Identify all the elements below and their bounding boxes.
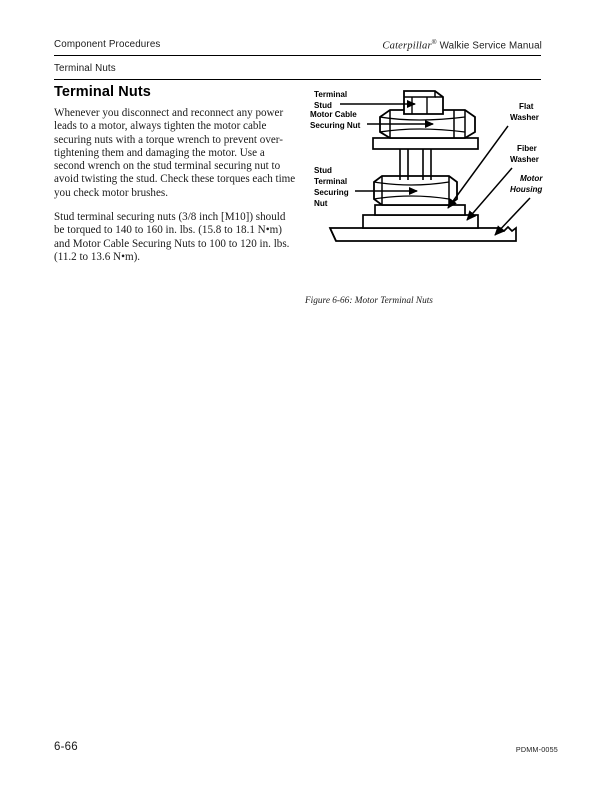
leader-motor-housing: [495, 198, 530, 235]
callout-motor-housing-line1: Motor: [520, 174, 543, 183]
figure-motor-terminal-nuts: [305, 88, 570, 318]
page-number: 6-66: [54, 741, 78, 753]
figure-caption: Figure 6-66: Motor Terminal Nuts: [305, 296, 433, 306]
flat-washer-shape: [375, 205, 465, 215]
callout-stud-terminal-securing-nut-line2: Terminal: [314, 177, 348, 186]
page-title: Terminal Nuts: [54, 84, 151, 100]
callout-flat-washer-line1: Flat: [519, 102, 534, 111]
running-head: Terminal Nuts: [54, 63, 116, 74]
callout-terminal-stud-line1: Terminal: [314, 90, 348, 99]
motor-cable-terminal-plate: [373, 138, 478, 149]
callout-stud-terminal-securing-nut-line4: Nut: [314, 199, 328, 208]
callout-stud-terminal-securing-nut: [314, 166, 349, 208]
motor-terminal-nuts-diagram: [305, 88, 570, 318]
brand-name: Caterpillar: [382, 40, 432, 52]
callout-terminal-stud-line2: Stud: [314, 101, 332, 110]
callout-fiber-washer: [510, 144, 540, 164]
header-rule: [54, 55, 541, 56]
callout-stud-terminal-securing-nut-line3: Securing: [314, 188, 349, 197]
fiber-washer-shape: [363, 215, 478, 228]
paragraph-2: Stud terminal securing nuts (3/8 inch [M10]) should be torqued to 140 to 160 in. lbs. (15.8 to 18.1 N•m) and Motor Cable Securing Nuts to 100 to 120 in. lbs. (11.2 to 13.6 N•m).: [54, 211, 290, 263]
running-head-rule: [54, 79, 541, 80]
callout-fiber-washer-line2: Washer: [510, 155, 539, 164]
registered-mark-icon: ®: [431, 39, 437, 46]
manual-title: Walkie Service Manual: [436, 40, 542, 52]
header-left-text: Component Procedures: [54, 39, 161, 50]
callout-motor-cable-securing-nut-line2: Securing Nut: [310, 121, 361, 130]
callout-terminal-stud: [314, 90, 347, 110]
body-text-column: [54, 107, 297, 275]
callout-motor-housing: [510, 174, 543, 194]
callout-motor-housing-line2: Housing: [510, 185, 543, 194]
callout-flat-washer: [510, 102, 540, 122]
callout-flat-washer-line2: Washer: [510, 113, 539, 122]
terminal-stud-shape: [404, 91, 443, 114]
callout-fiber-washer-line1: Fiber: [517, 144, 537, 153]
motor-housing-shape: [330, 227, 516, 241]
document-code: PDMM-0055: [515, 745, 558, 754]
callout-stud-terminal-securing-nut-line1: Stud: [314, 166, 332, 175]
callout-motor-cable-securing-nut-line1: Motor Cable: [310, 110, 357, 119]
leader-fiber-washer: [467, 168, 512, 220]
paragraph-1: Whenever you disconnect and reconnect any power leads to a motor, always tighten the motor cable securing nuts with a torque wrench to prevent over-tightening them and damaging the motor. Use a second wrench on the stud terminal securing nut to avoid twisting the stud. Check these torques each time you check motor brushes.: [54, 107, 296, 199]
callout-motor-cable-securing-nut: [310, 110, 361, 130]
header-right-text: [382, 39, 542, 51]
